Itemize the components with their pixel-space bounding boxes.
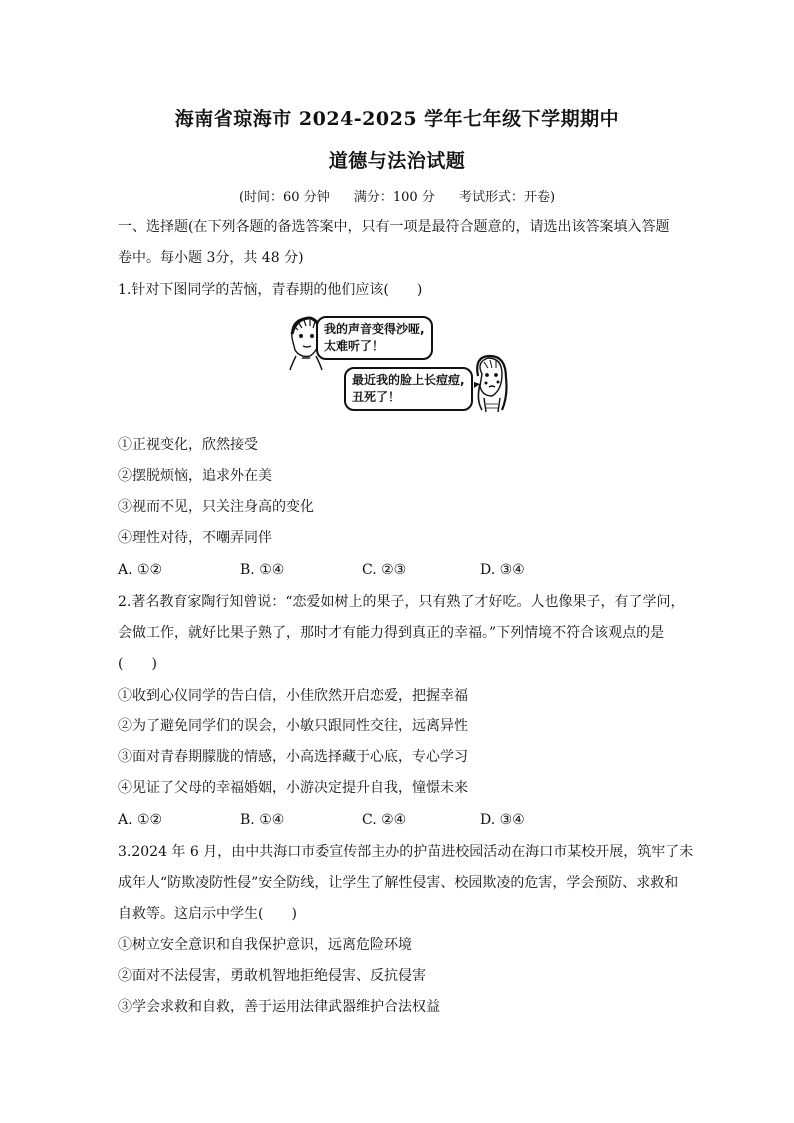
q1-option-b: B. ①④ [240,562,285,578]
q2-option-b: B. ①④ [240,812,285,828]
q1-item-3: ③视而不见，只关注身高的变化 [118,499,314,515]
q3-item-3: ③学会求救和自救，善于运用法律武器维护合法权益 [118,999,440,1015]
q3-stem-line2: 成年人“防欺凌防性侵”安全防线，让学生了解性侵害、校园欺凌的危害，学会预防、求救和 [118,875,679,891]
q3-item-1: ①树立安全意识和自我保护意识，远离危险环境 [118,937,412,953]
exam-title: 海南省琼海市 2024-2025 学年七年级下学期期中 [174,108,620,130]
q3-item-2: ②面对不法侵害，勇敢机智地拒绝侵害、反抗侵害 [118,968,426,984]
exam-time: (时间：60 分钟 [238,190,330,205]
bubble1-line2: 太难听了！ [324,339,385,353]
q2-stem-line1: 2.著名教育家陶行知曾说：“恋爱如树上的果子，只有熟了才好吃。人也像果子，有了学问， [118,594,685,610]
q1-option-d: D. ③④ [480,562,525,578]
q2-item-3: ③面对青春期朦胧的情感，小高选择藏于心底，专心学习 [118,749,468,765]
q1-options [118,560,525,580]
q1-stem: 1.针对下图同学的苦恼，青春期的他们应该( ) [118,282,423,298]
q2-option-a: A. ①② [118,812,163,828]
q1-option-a: A. ①② [118,562,163,578]
q3-stem-line3: 自救等。这启示中学生( ) [118,906,297,922]
q2-options [118,810,525,830]
q1-option-c: C. ②③ [362,562,407,578]
section-intro-line1: 一、选择题(在下列各题的备选答案中，只有一项是最符合题意的，请选出该答案填入答题 [118,219,670,235]
q2-stem-line2: 会做工作，就好比果子熟了，那时才有能力得到真正的幸福。”下列情境不符合该观点的是 [118,625,665,641]
q3-stem-line1: 3.2024 年 6 月，由中共海口市委宣传部主办的护苗进校园活动在海口市某校开展，筑牢了未 [118,844,694,860]
q1-item-4: ④理性对待，不嘲弄同伴 [118,530,272,546]
q2-option-c: C. ②④ [362,812,407,828]
q1-item-1: ①正视变化，欣然接受 [118,437,258,453]
girl-figure [477,356,506,412]
bubble1-line1: 我的声音变得沙哑, [324,322,425,336]
section-intro-line2: 卷中。每小题 3分，共 48 分) [118,250,304,266]
bubble2-line2: 丑死了！ [352,390,401,404]
exam-form: 考试形式：开卷) [458,190,556,205]
q2-item-2: ②为了避免同学们的误会，小敏只跟同性交往，远离异性 [118,718,468,734]
q1-cartoon [288,312,510,422]
q1-item-2: ②摆脱烦恼，追求外在美 [118,468,272,484]
exam-meta [0,186,794,205]
q2-stem-line3: ( ) [118,656,157,672]
bubble2-line1: 最近我的脸上长痘痘, [352,373,465,387]
q2-item-1: ①收到心仪同学的告白信，小佳欣然开启恋爱，把握幸福 [118,688,468,704]
speech-bubble-boy [316,316,433,360]
exam-subtitle: 道德与法治试题 [328,150,466,172]
q2-option-d: D. ③④ [480,812,525,828]
exam-score: 满分：100 分 [353,190,435,205]
speech-bubble-girl [344,367,473,411]
q2-item-4: ④见证了父母的幸福婚姻，小游决定提升自我，憧憬未来 [118,780,468,796]
